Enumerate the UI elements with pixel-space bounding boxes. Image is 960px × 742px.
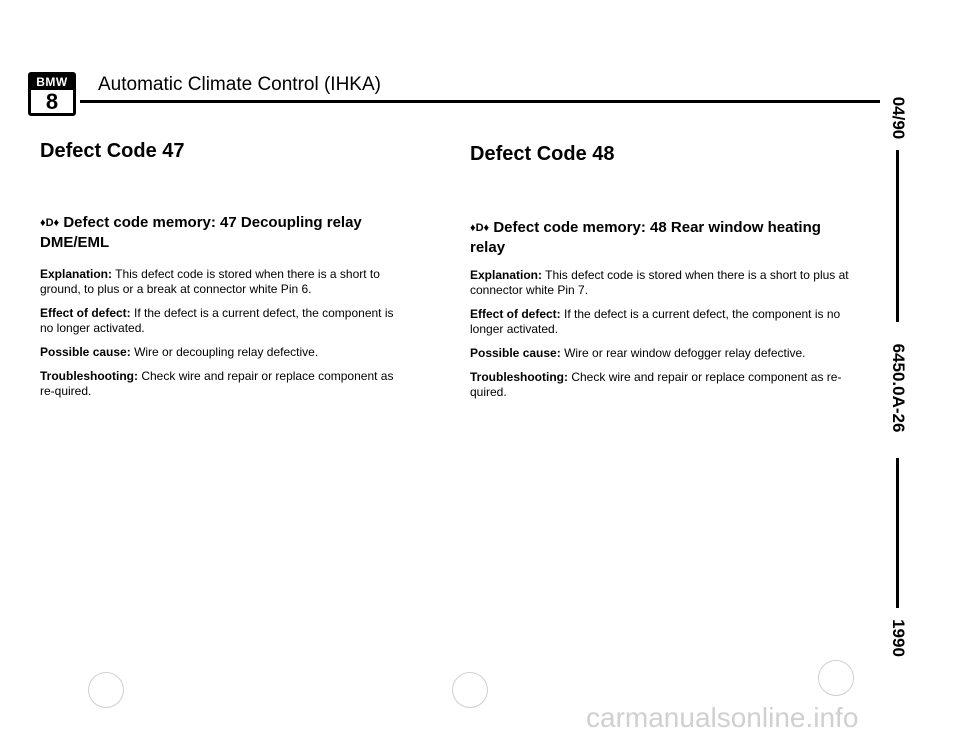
- section-title: Defect Code 47: [40, 140, 185, 162]
- side-page-code: 6450.0A-26: [889, 343, 908, 433]
- explanation-label: Explanation:: [470, 268, 543, 282]
- side-rule-1: [896, 150, 899, 322]
- header-divider: [80, 100, 880, 103]
- memory-text: Defect code memory: 47 Decoupling relay DME/EML: [40, 214, 362, 251]
- effect-text: If the defect is a current defect, the component is no longer activated.: [470, 307, 841, 336]
- memory-text: Defect code memory: 48 Rear window heating relay: [470, 219, 821, 256]
- troubleshooting-text: Check wire and repair or replace component as re-quired.: [470, 370, 842, 399]
- bmw-8-logo: [28, 72, 76, 116]
- side-year: 1990: [889, 619, 908, 657]
- explanation-paragraph: [40, 267, 410, 297]
- explanation-text: This defect code is stored when there is a short to ground, to plus or a break at connector white Pin 6.: [40, 267, 380, 296]
- section-title: Defect Code 48: [470, 143, 615, 165]
- cause-paragraph: [470, 346, 860, 361]
- cause-text: Wire or decoupling relay defective.: [134, 345, 319, 359]
- defect-code-47-section: [40, 140, 410, 408]
- troubleshooting-text: Check wire and repair or replace component as re-quired.: [40, 369, 394, 398]
- defect-code-48-section: [470, 143, 860, 409]
- site-watermark: carmanualsonline.info: [586, 702, 859, 733]
- explanation-text: This defect code is stored when there is a short to plus at connector white Pin 7.: [470, 268, 849, 297]
- page-header-title: Automatic Climate Control (IHKA): [98, 74, 381, 95]
- effect-label: Effect of defect:: [470, 307, 561, 321]
- troubleshooting-label: Troubleshooting:: [470, 370, 568, 384]
- side-date: 04/90: [889, 96, 908, 140]
- cause-text: Wire or rear window defogger relay defective.: [564, 346, 806, 360]
- punch-hole-mark: [88, 672, 124, 708]
- cause-paragraph: [40, 345, 410, 360]
- memory-marker: ♦D♦: [470, 222, 490, 234]
- logo-number: 8: [45, 89, 59, 114]
- effect-paragraph: [40, 306, 410, 336]
- troubleshooting-paragraph: [40, 369, 410, 399]
- effect-paragraph: [470, 307, 860, 337]
- side-rule-2: [896, 458, 899, 608]
- punch-hole-mark: [452, 672, 488, 708]
- memory-heading: [40, 213, 410, 253]
- troubleshooting-paragraph: [470, 370, 860, 400]
- explanation-label: Explanation:: [40, 267, 113, 281]
- effect-label: Effect of defect:: [40, 306, 131, 320]
- cause-label: Possible cause:: [470, 346, 561, 360]
- troubleshooting-label: Troubleshooting:: [40, 369, 138, 383]
- memory-marker: ♦D♦: [40, 217, 60, 229]
- cause-label: Possible cause:: [40, 345, 131, 359]
- punch-hole-mark: [818, 660, 854, 696]
- memory-heading: [470, 218, 860, 258]
- effect-text: If the defect is a current defect, the component is no longer activated.: [40, 306, 394, 335]
- explanation-paragraph: [470, 268, 860, 298]
- logo-brand: BMW: [31, 75, 73, 90]
